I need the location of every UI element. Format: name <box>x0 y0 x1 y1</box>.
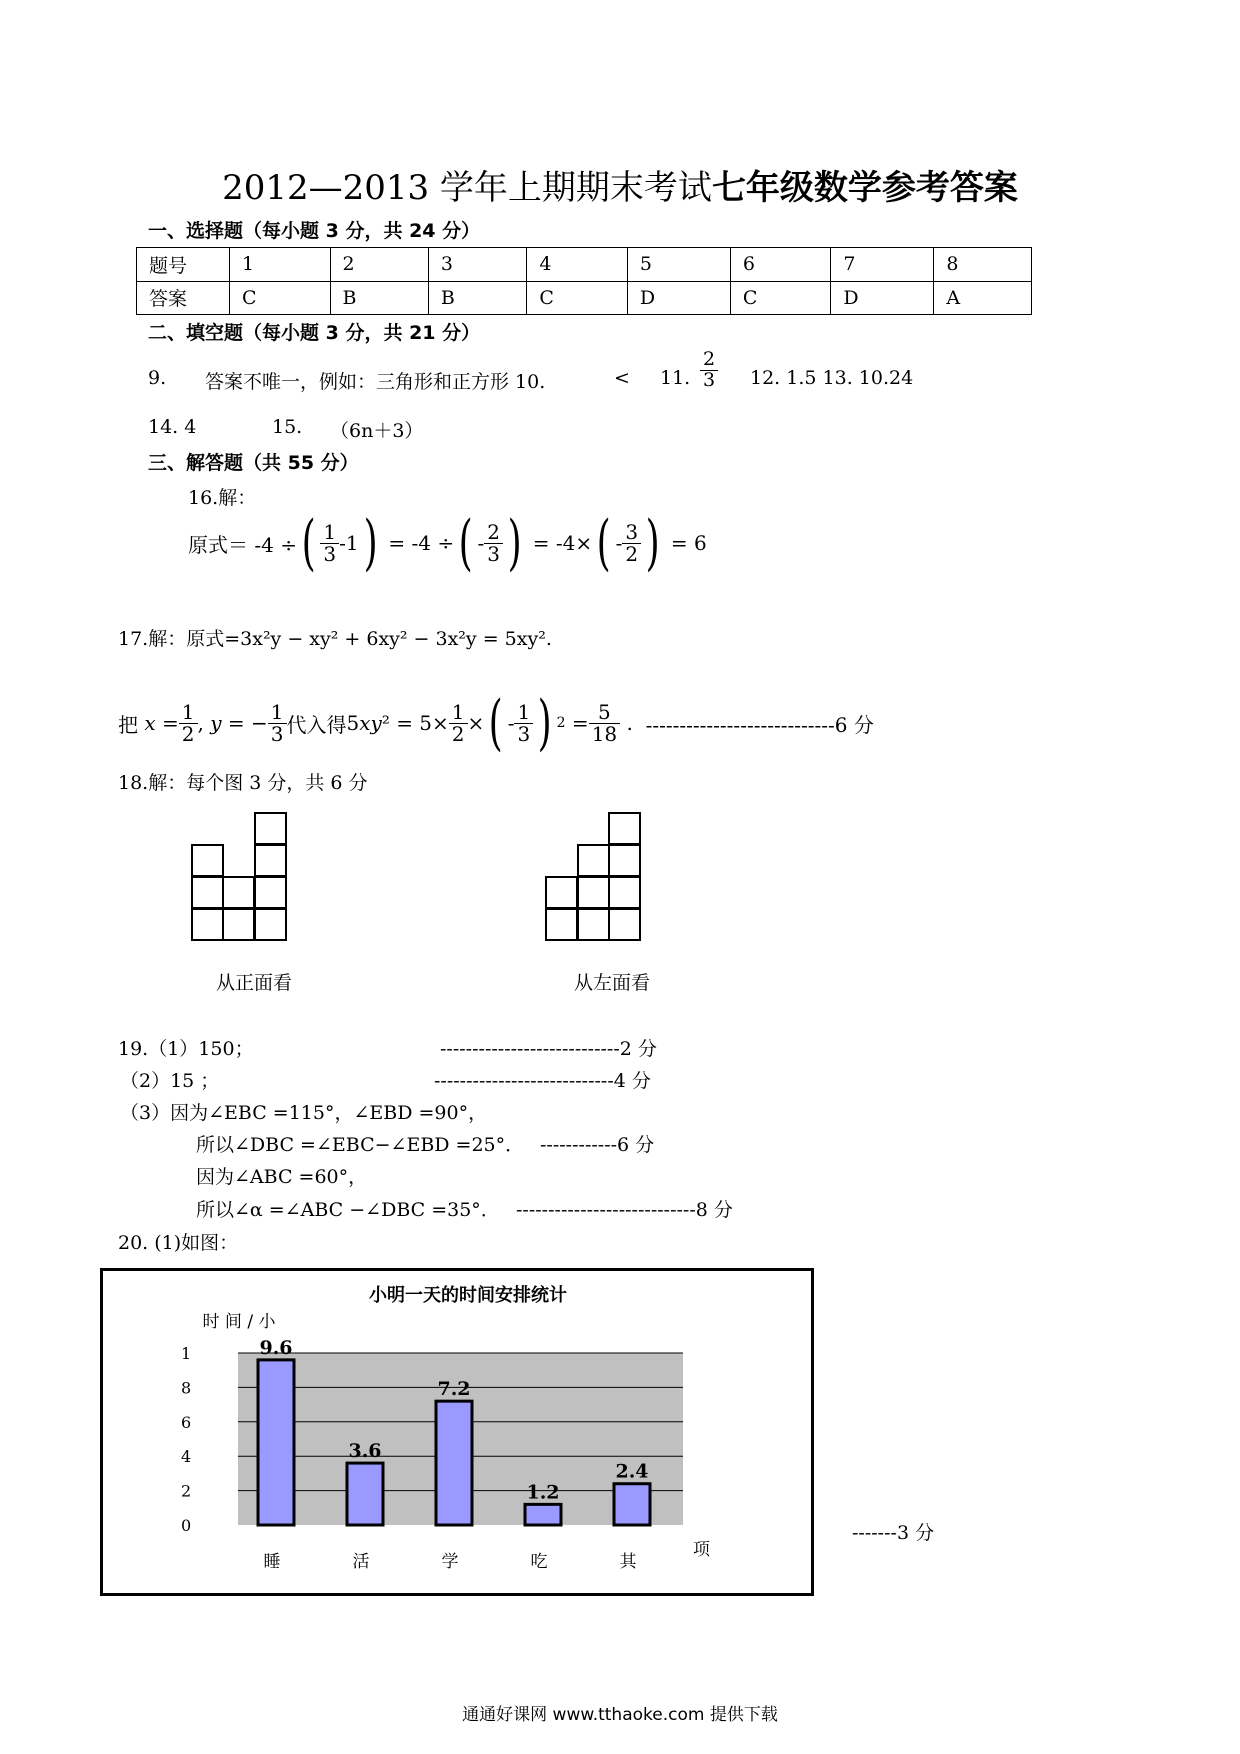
table-cell: 8 <box>934 248 1032 282</box>
section3-heading: 三、解答题（共 55 分） <box>148 452 359 474</box>
grid-cell <box>608 876 641 909</box>
data-label: 9.6 <box>259 1336 293 1359</box>
front-view-caption: 从正面看 <box>216 972 293 994</box>
q17-score: ----------------------------6 分 <box>645 712 874 737</box>
grid-cell <box>191 876 224 909</box>
grid-cell <box>222 908 255 941</box>
q16-label: 16.解： <box>188 487 257 509</box>
page-title <box>0 160 1240 209</box>
chart-frame <box>100 1268 814 1596</box>
table-cell: C <box>527 281 628 315</box>
table-cell: 5 <box>627 248 730 282</box>
grid-cell <box>577 876 610 909</box>
title-subject: 七年级数学参考答案 <box>711 168 1018 208</box>
grid-cell <box>191 908 224 941</box>
q19-part3-line4: 所以∠α =∠ABC −∠DBC =35°． <box>196 1199 500 1221</box>
q17-mid: 代入得 <box>286 712 347 737</box>
table-cell: B <box>330 281 428 315</box>
chart-title: 小明一天的时间安排统计 <box>369 1285 567 1306</box>
grid-cell <box>577 844 610 877</box>
q9-answer: 答案不唯一，例如：三角形和正方形 10. <box>205 371 546 393</box>
table-cell: D <box>627 281 730 315</box>
table-cell: D <box>831 281 934 315</box>
grid-cell <box>608 844 641 877</box>
table-cell: 4 <box>527 248 628 282</box>
section1-heading: 一、选择题（每小题 3 分，共 24 分） <box>148 220 481 242</box>
bar <box>436 1401 472 1525</box>
q11-denominator: 3 <box>703 368 716 391</box>
y-tick-label: 2 <box>181 1481 192 1501</box>
q17-prefix: 把 <box>118 712 138 737</box>
y-tick-label: 1 <box>181 1344 192 1363</box>
grid-cell <box>577 908 610 941</box>
data-label: 3.6 <box>348 1440 382 1463</box>
left-view-caption: 从左面看 <box>574 972 651 994</box>
table-cell: C <box>730 281 831 315</box>
table-cell: A <box>934 281 1032 315</box>
q11-numerator: 2 <box>700 350 718 371</box>
q12-q13-answers: 12. 1.5 13. 10.24 <box>750 367 914 389</box>
table-cell: 答案 <box>137 281 230 315</box>
q19-part1-score: ----------------------------2 分 <box>440 1038 657 1060</box>
table-cell: 7 <box>831 248 934 282</box>
q19-part2: （2）15 ； <box>120 1070 220 1092</box>
y-tick-label: 0 <box>181 1516 192 1535</box>
q20-label: 20. (1)如图： <box>118 1232 239 1254</box>
y-tick-label: 8 <box>181 1378 192 1398</box>
y-tick-label: 6 <box>181 1412 192 1432</box>
x-axis-label: 项 <box>693 1540 710 1560</box>
q17-line2: 把 x = $\frac{1}{2}$ , y = − $\frac{1}{3}$ 代入得 5xy² = 5× $\frac{1}{2}$ × ( - $\frac{1}{3}$ ) 2 = $\frac{5}{18}$ . ----------------------------6 分 <box>118 688 874 758</box>
grid-cell <box>608 812 641 845</box>
x-tick-label: 活 <box>352 1552 370 1572</box>
q9-number: 9. <box>148 367 167 389</box>
table-cell: B <box>428 281 526 315</box>
q15-number: 15. <box>272 416 303 438</box>
y-axis-label: 时 间 / 小 <box>202 1312 276 1332</box>
q14-answer: 14. 4 <box>148 416 197 438</box>
q19-part3-line2: 所以∠DBC =∠EBC−∠EBD =25°． <box>196 1134 525 1156</box>
q10-answer: < <box>614 367 630 389</box>
x-tick-label: 吃 <box>530 1552 548 1572</box>
grid-cell <box>254 876 287 909</box>
data-label: 2.4 <box>615 1460 649 1483</box>
grid-cell <box>254 844 287 877</box>
grid-cell <box>254 908 287 941</box>
q15-answer: （6n＋3） <box>330 420 424 442</box>
bar <box>525 1504 561 1525</box>
bar <box>347 1463 383 1525</box>
grid-cell <box>608 908 641 941</box>
grid-cell <box>222 876 255 909</box>
q19-part1: 19.（1）150； <box>118 1038 254 1060</box>
q11-answer <box>700 350 718 391</box>
table-cell: 1 <box>230 248 331 282</box>
table-cell: 6 <box>730 248 831 282</box>
table-cell: C <box>230 281 331 315</box>
x-tick-label: 睡 <box>263 1552 281 1572</box>
table-cell: 2 <box>330 248 428 282</box>
table-cell: 3 <box>428 248 526 282</box>
section2-heading: 二、填空题（每小题 3 分，共 21 分） <box>148 322 481 344</box>
grid-cell <box>545 876 578 909</box>
table-cell: 题号 <box>137 248 230 282</box>
x-tick-label: 学 <box>441 1552 459 1572</box>
q19-part3-line2-score: ------------6 分 <box>540 1134 655 1156</box>
bar <box>258 1360 294 1525</box>
q16-equation: 原式＝ -4 ÷ ( $\frac{1}{3}$ -1 ) = -4 ÷ ( - $\frac{2}{3}$ ) = -4× ( - $\frac{3}{2}$ ) = 6 <box>188 508 707 578</box>
bar <box>614 1484 650 1525</box>
q19-part3-line4-score: ----------------------------8 分 <box>516 1199 733 1221</box>
x-tick-label: 其 <box>619 1552 637 1572</box>
footer: 通通好课网 www.tthaoke.com 提供下载 <box>462 1705 778 1725</box>
q11-number: 11. <box>660 367 691 389</box>
data-label: 1.2 <box>526 1481 560 1504</box>
table-row <box>137 281 1032 315</box>
y-tick-label: 4 <box>181 1447 192 1467</box>
q17-line1: 17.解：原式=3x²y − xy² + 6xy² − 3x²y = 5xy². <box>118 628 552 650</box>
grid-cell <box>191 844 224 877</box>
data-label: 7.2 <box>437 1378 471 1401</box>
q19-part3-line1: （3）因为∠EBC =115°，∠EBD =90°， <box>120 1102 488 1124</box>
q19-part3-line3: 因为∠ABC =60°， <box>196 1166 368 1188</box>
answer-table <box>136 247 1032 315</box>
q19-part2-score: ----------------------------4 分 <box>434 1070 651 1092</box>
grid-cell <box>254 812 287 845</box>
table-row <box>137 248 1032 282</box>
grid-cell <box>545 908 578 941</box>
title-year: 2012—2013 学年上期期末考试 <box>222 168 712 208</box>
q16-prefix: 原式＝ -4 ÷ <box>188 532 297 557</box>
bar-chart <box>103 1271 811 1593</box>
q20-score: -------3 分 <box>852 1522 935 1544</box>
q18-label: 18.解：每个图 3 分，共 6 分 <box>118 772 368 794</box>
